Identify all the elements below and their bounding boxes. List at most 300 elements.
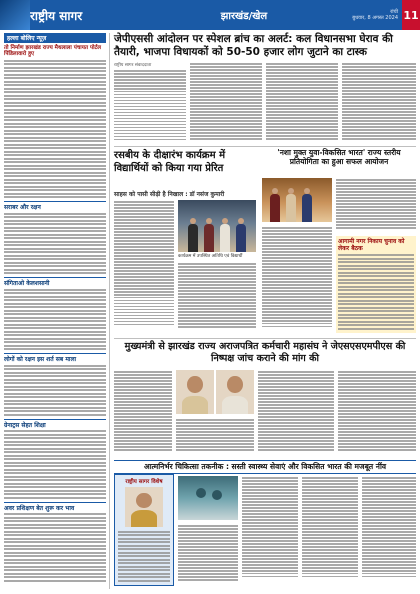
story-3-column xyxy=(258,370,334,456)
body-text-line xyxy=(114,294,174,296)
body-text-line xyxy=(362,567,416,569)
body-text-line xyxy=(302,531,358,533)
body-text-line xyxy=(242,480,298,482)
body-text-line xyxy=(190,129,262,131)
body-text-line xyxy=(342,129,416,131)
body-text-line xyxy=(302,477,358,479)
body-text-line xyxy=(262,245,332,247)
body-text-line xyxy=(176,437,254,439)
body-text-line xyxy=(336,218,416,220)
body-text-line xyxy=(4,386,106,388)
body-text-line xyxy=(302,483,358,485)
body-text-line xyxy=(258,440,334,442)
body-text-line xyxy=(190,123,262,125)
body-text-line xyxy=(258,404,334,406)
body-text-line xyxy=(114,300,174,302)
body-text-line xyxy=(190,111,262,113)
body-text-line xyxy=(4,262,106,264)
body-text-line xyxy=(362,555,416,557)
body-text-line xyxy=(178,293,256,295)
body-text-line xyxy=(242,531,298,533)
body-text-line xyxy=(362,498,416,500)
body-text-line xyxy=(190,114,262,116)
body-text-line xyxy=(302,495,358,497)
body-text-line xyxy=(342,120,416,122)
body-text-line xyxy=(338,449,416,451)
body-text-line xyxy=(178,314,256,316)
body-text-line xyxy=(262,257,332,259)
body-text-line xyxy=(114,243,174,245)
body-text-line xyxy=(114,425,172,427)
body-text-line xyxy=(4,497,106,499)
body-text-line xyxy=(262,314,332,316)
body-text-line xyxy=(4,527,106,529)
body-text-line xyxy=(258,434,334,436)
body-text-line xyxy=(190,102,262,104)
body-text-line xyxy=(178,269,256,271)
body-text-line xyxy=(114,118,186,120)
lead-story-column xyxy=(266,62,338,144)
body-text-line xyxy=(302,537,358,539)
body-text-line xyxy=(4,189,106,191)
body-text-line xyxy=(338,404,416,406)
body-text-line xyxy=(4,407,106,409)
body-text-line xyxy=(338,440,416,442)
body-text-line xyxy=(114,401,172,403)
body-text-line xyxy=(362,513,416,515)
body-text-line xyxy=(190,75,262,77)
body-text-line xyxy=(114,255,174,257)
body-text-line xyxy=(4,573,106,575)
body-text-line xyxy=(336,224,416,226)
body-text-line xyxy=(4,95,106,97)
body-text-line xyxy=(258,419,334,421)
body-text-line xyxy=(362,492,416,494)
body-text-line xyxy=(336,194,416,196)
body-text-line xyxy=(4,320,106,322)
body-text-line xyxy=(336,200,416,202)
body-text-line xyxy=(4,541,106,543)
body-text-line xyxy=(4,123,106,125)
body-text-line xyxy=(4,299,106,301)
body-text-line xyxy=(114,258,174,260)
body-text-line xyxy=(338,317,414,319)
body-text-line xyxy=(242,489,298,491)
body-text-line xyxy=(4,334,106,336)
body-text-line xyxy=(258,407,334,409)
body-text-line xyxy=(4,472,106,474)
body-text-line xyxy=(362,486,416,488)
body-text-line xyxy=(338,279,414,281)
body-text-line xyxy=(362,537,416,539)
body-text-line xyxy=(262,317,332,319)
body-text-line xyxy=(178,278,256,280)
body-text-line xyxy=(342,96,416,98)
body-text-line xyxy=(338,286,414,288)
body-text-line xyxy=(190,132,262,134)
body-text-line xyxy=(338,416,416,418)
body-text-line xyxy=(114,246,174,248)
body-text-line xyxy=(190,63,262,65)
body-text-line xyxy=(190,126,262,128)
body-text-line xyxy=(258,383,334,385)
body-text-line xyxy=(178,561,238,563)
body-text-line xyxy=(114,410,172,412)
body-text-line xyxy=(258,374,334,376)
body-text-line xyxy=(114,103,186,105)
body-text-line xyxy=(178,323,256,325)
body-text-line xyxy=(178,275,256,277)
body-text-line xyxy=(338,258,414,260)
culture-column xyxy=(262,226,332,336)
body-text-line xyxy=(190,105,262,107)
story-2-column xyxy=(114,200,174,336)
body-text-line xyxy=(342,66,416,68)
body-text-line xyxy=(4,241,106,243)
body-text-line xyxy=(338,443,416,445)
body-text-line xyxy=(4,126,106,128)
body-text-line xyxy=(262,242,332,244)
body-text-line xyxy=(338,324,414,326)
body-text-line xyxy=(4,251,106,253)
body-text-line xyxy=(4,98,106,100)
body-text-line xyxy=(262,311,332,313)
body-text-line xyxy=(118,573,170,575)
body-text-line xyxy=(336,206,416,208)
body-text-line xyxy=(4,74,106,76)
body-text-line xyxy=(114,97,186,99)
body-text-line xyxy=(266,111,338,113)
body-text-line xyxy=(114,94,186,96)
body-text-line xyxy=(266,75,338,77)
body-text-line xyxy=(338,371,416,373)
body-text-line xyxy=(242,513,298,515)
body-text-line xyxy=(114,446,172,448)
body-text-line xyxy=(258,398,334,400)
body-text-line xyxy=(4,84,106,86)
body-text-line xyxy=(262,287,332,289)
body-text-line xyxy=(178,549,238,551)
body-text-line xyxy=(176,422,254,424)
body-text-line xyxy=(114,306,174,308)
body-text-line xyxy=(114,231,174,233)
body-text-line xyxy=(190,69,262,71)
body-text-line xyxy=(302,486,358,488)
body-text-line xyxy=(336,179,416,181)
body-text-line xyxy=(4,303,106,305)
body-text-line xyxy=(302,513,358,515)
body-text-line xyxy=(114,315,174,317)
body-text-line xyxy=(4,137,106,139)
left-subsection-body xyxy=(4,365,106,416)
body-text-line xyxy=(362,522,416,524)
body-text-line xyxy=(338,296,414,298)
body-text-line xyxy=(4,196,106,198)
story-2-headline: रसबीय के दीक्षारंभ कार्यक्रम में विद्यार्थियों को किया गया प्रेरित xyxy=(114,150,226,174)
body-text-line xyxy=(242,528,298,530)
body-text-line xyxy=(118,559,170,561)
body-text-line xyxy=(262,263,332,265)
story-4-column xyxy=(178,524,238,586)
body-text-line xyxy=(4,552,106,554)
body-text-line xyxy=(4,244,106,246)
body-text-line xyxy=(4,296,106,298)
body-text-line xyxy=(178,534,238,536)
body-text-line xyxy=(178,564,238,566)
page-number: 11 xyxy=(402,0,420,30)
body-text-line xyxy=(4,375,106,377)
body-text-line xyxy=(266,66,338,68)
body-text-line xyxy=(266,99,338,101)
body-text-line xyxy=(176,443,254,445)
body-text-line xyxy=(4,400,106,402)
special-box-portrait xyxy=(125,487,163,527)
body-text-line xyxy=(178,290,256,292)
body-text-line xyxy=(342,90,416,92)
body-text-line xyxy=(258,413,334,415)
left-subsection-body xyxy=(4,513,106,582)
story-4-column xyxy=(242,476,298,586)
lead-story-column xyxy=(342,62,416,144)
body-text-line xyxy=(114,273,174,275)
body-text-line xyxy=(114,130,186,132)
body-text-line xyxy=(342,108,416,110)
body-text-line xyxy=(242,549,298,551)
body-text-line xyxy=(114,88,186,90)
body-text-line xyxy=(114,225,174,227)
body-text-line xyxy=(338,282,414,284)
body-text-line xyxy=(4,130,106,132)
body-text-line xyxy=(178,296,256,298)
body-text-line xyxy=(118,580,170,582)
body-text-line xyxy=(114,312,174,314)
body-text-line xyxy=(4,396,106,398)
body-text-line xyxy=(4,331,106,333)
body-text-line xyxy=(190,78,262,80)
body-text-line xyxy=(114,437,172,439)
body-text-line xyxy=(4,434,106,436)
body-text-line xyxy=(266,108,338,110)
body-text-line xyxy=(4,165,106,167)
body-text-line xyxy=(342,75,416,77)
body-text-line xyxy=(338,413,416,415)
body-text-line xyxy=(242,552,298,554)
body-text-line xyxy=(4,545,106,547)
body-text-line xyxy=(338,392,416,394)
body-text-line xyxy=(178,579,238,581)
body-text-line xyxy=(338,275,414,277)
body-text-line xyxy=(114,228,174,230)
left-lead-body xyxy=(4,60,106,199)
body-text-line xyxy=(178,317,256,319)
body-text-line xyxy=(4,158,106,160)
body-text-line xyxy=(114,431,172,433)
body-text-line xyxy=(114,252,174,254)
body-text-line xyxy=(362,564,416,566)
side-box-title: आगामी नगर निकाय चुनाव को लेकर बैठक xyxy=(338,238,405,253)
body-text-line xyxy=(190,72,262,74)
body-text-line xyxy=(342,105,416,107)
body-text-line xyxy=(4,455,106,457)
body-text-line xyxy=(262,281,332,283)
body-text-line xyxy=(4,324,106,326)
body-text-line xyxy=(266,135,338,137)
body-text-line xyxy=(114,419,172,421)
body-text-line xyxy=(4,133,106,135)
body-text-line xyxy=(302,558,358,560)
body-text-line xyxy=(114,100,186,102)
body-text-line xyxy=(342,126,416,128)
body-text-line xyxy=(342,63,416,65)
body-text-line xyxy=(242,525,298,527)
body-text-line xyxy=(114,204,174,206)
body-text-line xyxy=(242,501,298,503)
body-text-line xyxy=(114,279,174,281)
story-3-headline: मुख्यमंत्री से झारखंड राज्य अराजपत्रित कर्मचारी महासंघ ने जेएसएसएमपीएस की निष्पक्ष जांच कराने की मांग की xyxy=(124,341,406,365)
body-text-line xyxy=(242,576,298,578)
body-text-line xyxy=(114,109,186,111)
body-text-line xyxy=(114,288,174,290)
body-text-line xyxy=(262,284,332,286)
body-text-line xyxy=(114,127,186,129)
body-text-line xyxy=(362,480,416,482)
body-text-line xyxy=(114,386,172,388)
body-text-line xyxy=(114,324,174,326)
body-text-line xyxy=(4,227,106,229)
body-text-line xyxy=(190,138,262,140)
body-text-line xyxy=(338,386,416,388)
body-text-line xyxy=(4,490,106,492)
body-text-line xyxy=(336,182,416,184)
body-text-line xyxy=(4,248,106,250)
body-text-line xyxy=(4,186,106,188)
event-photo-caption: कार्यक्रम में उपस्थित अतिथि एवं विद्यार्थी xyxy=(178,254,243,259)
body-text-line xyxy=(4,144,106,146)
body-text-line xyxy=(176,431,254,433)
body-text-line xyxy=(114,222,174,224)
body-text-line xyxy=(176,419,254,421)
body-text-line xyxy=(266,120,338,122)
body-text-line xyxy=(266,93,338,95)
story-3-column xyxy=(338,370,416,456)
body-text-line xyxy=(262,278,332,280)
body-text-line xyxy=(114,216,174,218)
section-divider xyxy=(114,146,416,147)
left-subsection-title: लोगों को रक्षन इस शर्त सब माला xyxy=(4,353,106,363)
body-text-line xyxy=(4,258,106,260)
body-text-line xyxy=(338,428,416,430)
body-text-line xyxy=(190,117,262,119)
special-box xyxy=(114,474,174,586)
body-text-line xyxy=(302,519,358,521)
body-text-line xyxy=(336,197,416,199)
body-text-line xyxy=(114,79,186,81)
body-text-line xyxy=(4,476,106,478)
body-text-line xyxy=(362,534,416,536)
body-text-line xyxy=(4,341,106,343)
body-text-line xyxy=(118,531,170,533)
body-text-line xyxy=(302,489,358,491)
body-text-line xyxy=(266,96,338,98)
body-text-line xyxy=(266,102,338,104)
body-text-line xyxy=(242,483,298,485)
body-text-line xyxy=(4,175,106,177)
body-text-line xyxy=(4,91,106,93)
body-text-line xyxy=(342,117,416,119)
body-text-line xyxy=(362,519,416,521)
body-text-line xyxy=(262,239,332,241)
left-column xyxy=(4,33,110,589)
body-text-line xyxy=(302,540,358,542)
body-text-line xyxy=(114,389,172,391)
body-text-line xyxy=(118,552,170,554)
body-text-line xyxy=(190,84,262,86)
body-text-line xyxy=(114,407,172,409)
body-text-line xyxy=(4,272,106,274)
body-text-line xyxy=(242,519,298,521)
body-text-line xyxy=(114,303,174,305)
body-text-line xyxy=(4,338,106,340)
body-text-line xyxy=(4,230,106,232)
body-text-line xyxy=(178,567,238,569)
body-text-line xyxy=(262,227,332,229)
body-text-line xyxy=(258,422,334,424)
body-text-line xyxy=(176,446,254,448)
body-text-line xyxy=(362,501,416,503)
body-text-line xyxy=(242,540,298,542)
body-text-line xyxy=(262,269,332,271)
body-text-line xyxy=(266,123,338,125)
body-text-line xyxy=(362,489,416,491)
body-text-line xyxy=(302,522,358,524)
body-text-line xyxy=(4,220,106,222)
body-text-line xyxy=(4,469,106,471)
body-text-line xyxy=(258,410,334,412)
body-text-line xyxy=(336,209,416,211)
body-text-line xyxy=(4,493,106,495)
body-text-line xyxy=(302,516,358,518)
body-text-line xyxy=(114,210,174,212)
body-text-line xyxy=(266,138,338,140)
body-text-line xyxy=(190,66,262,68)
body-text-line xyxy=(258,389,334,391)
body-text-line xyxy=(4,382,106,384)
side-box xyxy=(336,236,416,333)
body-text-line xyxy=(262,230,332,232)
body-text-line xyxy=(262,290,332,292)
body-text-line xyxy=(362,573,416,575)
left-subsection-title: सराबर और रक्षन xyxy=(4,201,106,211)
body-text-line xyxy=(178,540,238,542)
body-text-line xyxy=(266,63,338,65)
body-text-line xyxy=(114,267,174,269)
body-text-line xyxy=(302,573,358,575)
body-text-line xyxy=(362,561,416,563)
body-text-line xyxy=(4,379,106,381)
body-text-line xyxy=(262,254,332,256)
body-text-line xyxy=(338,407,416,409)
body-text-line xyxy=(4,372,106,374)
portrait-photo xyxy=(216,370,254,414)
body-text-line xyxy=(4,161,106,163)
body-text-line xyxy=(342,69,416,71)
body-text-line xyxy=(4,289,106,291)
body-text-line xyxy=(176,434,254,436)
body-text-line xyxy=(258,428,334,430)
body-text-line xyxy=(302,504,358,506)
body-text-line xyxy=(302,555,358,557)
body-text-line xyxy=(338,380,416,382)
